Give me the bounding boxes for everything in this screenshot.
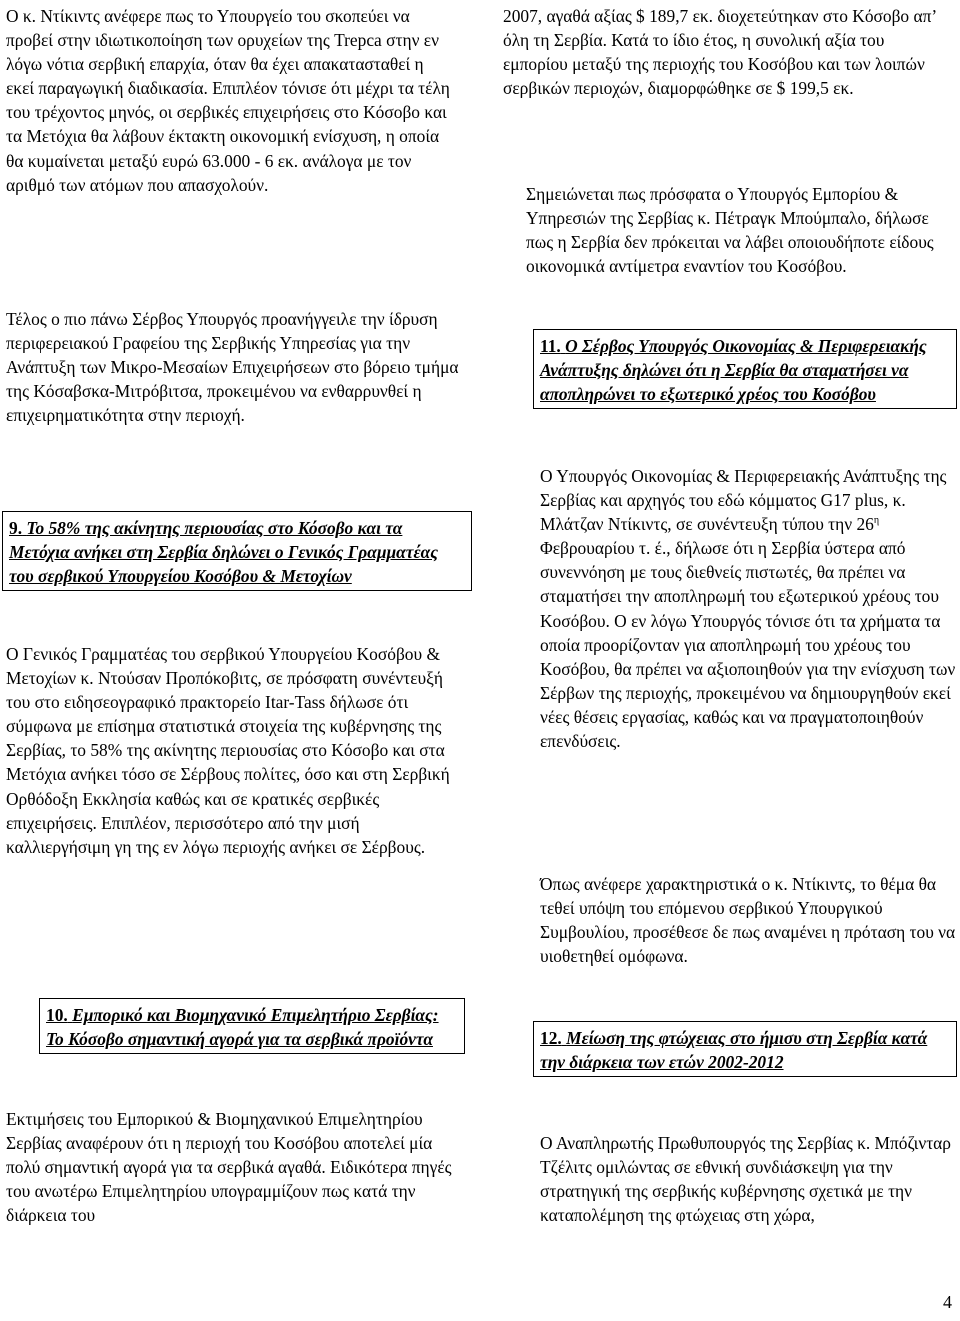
heading-number: 10. <box>46 1005 68 1025</box>
ordinal-superscript: η <box>873 515 880 527</box>
heading-text: Εμπορικό και Βιομηχανικό Επιμελητήριο Σερβίας: Το Κόσοβο σημαντική αγορά για τα σερβικά προϊόντα <box>46 1005 439 1050</box>
left-paragraph-1: Ο κ. Ντίκιντς ανέφερε πως το Υπουργείο του σκοπεύει να προβεί στην ιδιωτικοποίηση των ορυχείων της Trepca στην εν λόγω νότια σερβική επαρχία, όταν θα έχει απακατασταθεί η εκεί παραγωγική διαδικασία. Επιπλέον τόνισε ότι μέχρι τα τέλη του τρέχοντος μηνός, οι σερβικές επιχειρήσεις στο Κόσοβο και τα Μετόχια θα λάβουν έκτακτη οικονομική ενίσχυση, η οποία θα κυμαίνεται μεταξύ ευρώ 63.000 - 6 εκ. ανάλογα με τον αριθμό των ατόμων που απασχολούν. <box>6 6 450 195</box>
section-heading-10 <box>39 998 465 1054</box>
page-number: 4 <box>943 1292 952 1312</box>
heading-text: Μείωση της φτώχειας στο ήμισυ στη Σερβία κατά την διάρκεια των ετών 2002-2012 <box>540 1028 928 1073</box>
heading-text: Το 58% της ακίνητης περιουσίας στο Κόσοβο και τα Μετόχια ανήκει στη Σερβία δηλώνει ο Γενικός Γραμματέας του σερβικού Υπουργείου Κοσόβου & Μετοχίων <box>9 518 439 587</box>
right-paragraph-4: Όπως ανέφερε χαρακτηριστικά ο κ. Ντίκιντς, το θέμα θα τεθεί υπόψη του επόμενου σερβικού Υπουργικού Συμβουλίου, προσέθεσε δε πως αναμένει η πρόταση του να υιοθετηθεί ομόφωνα. <box>540 874 956 967</box>
heading-number: 12. <box>540 1028 562 1048</box>
heading-number: 11. <box>540 336 561 356</box>
right-paragraph-2: Σημειώνεται πως πρόσφατα ο Υπουργός Εμπορίου & Υπηρεσιών της Σερβίας κ. Πέτραγκ Μπούμπαλο, δήλωσε πως η Σερβία δεν πρόκειται να λάβει οποιουδήποτε είδους οικονομικά αντίμετρα εναντίον του Κοσόβου. <box>526 184 934 277</box>
heading-number: 9. <box>9 518 23 538</box>
left-paragraph-4: Εκτιμήσεις του Εμπορικού & Βιομηχανικού Επιμελητηρίου Σερβίας αναφέρουν ότι η περιοχή του Κοσόβου αποτελεί μία πολύ σημαντική αγορά για τα σερβικά αγαθά. Ειδικότερα πηγές του ανωτέρω Επιμελητηρίου υπογραμμίζουν πως κατά την διάρκεια του <box>6 1109 452 1226</box>
right-paragraph-3-end: Φεβρουαρίου τ. έ., δήλωσε ότι η Σερβία ύστερα από συνεννόηση με τους διεθνείς πιστωτές, θα πρέπει να σταματήσει την αποπληρωμή του εξωτερικού χρέους του Κοσόβου. Ο εν λόγω Υπουργός τόνισε ότι τα χρήματα τα οποία προορίζονταν για αποπληρωμή του χρέους του Κοσόβου, θα πρέπει να αξιοποιηθούν για την ενίσχυση των Σέρβων της περιοχής, προκειμένου να δημιουργηθούν εκεί νέες θέσεις εργασίας, καθώς και να πραγματοποιηθούν επενδύσεις. <box>540 538 956 752</box>
section-heading-9 <box>2 511 472 591</box>
heading-text: Ο Σέρβος Υπουργός Οικονομίας & Περιφερειακής Ανάπτυξης δηλώνει ότι η Σερβία θα σταματήσει να αποπληρώνει το εξωτερικό χρέος του Κοσόβου <box>540 336 927 405</box>
left-paragraph-2: Τέλος ο πιο πάνω Σέρβος Υπουργός προανήγγειλε την ίδρυση περιφερειακού Γραφείου της Σερβικής Υπηρεσίας για την Ανάπτυξη των Μικρο-Μεσαίων Επιχειρήσεων στο βόρειο τμήμα της Κόσαβσκα-Μιτρόβιτσα, προκειμένου να ενθαρρυνθεί η επιχειρηματικότητα στην περιοχή. <box>6 309 459 426</box>
section-heading-11 <box>533 329 957 409</box>
right-paragraph-3-start: Ο Υπουργός Οικονομίας & Περιφερειακής Ανάπτυξης της Σερβίας και αρχηγός του εδώ κόμματος G17 plus, κ. Μλάτζαν Ντίκιντς, σε συνέντευξη τύπου την 26 <box>540 466 947 535</box>
left-paragraph-3: Ο Γενικός Γραμματέας του σερβικού Υπουργείου Κοσόβου & Μετοχίων κ. Ντούσαν Προπόκοβιτς, σε πρόσφατη συνέντευξή του στο ειδησεογραφικό πρακτορείο Itar-Tass δήλωσε ότι σύμφωνα με επίσημα στατιστικά στοιχεία της κυβέρνησης της Σερβίας, το 58% της ακίνητης περιουσίας στο Κόσοβο και στα Μετόχια ανήκει τόσο σε Σέρβους πολίτες, όσο και στη Σερβική Ορθόδοξη Εκκλησία καθώς και σε κρατικές σερβικές επιχειρήσεις. Επιπλέον, περισσότερο από την μισή καλλιεργήσιμη γη της εν λόγω περιοχής ανήκει σε Σέρβους. <box>6 644 450 857</box>
right-paragraph-1: 2007, αγαθά αξίας $ 189,7 εκ. διοχετεύτηκαν στο Κόσοβο απ’ όλη τη Σερβία. Κατά το ίδιο έτος, η συνολική αξία του εμπορίου μεταξύ της περιοχής του Κοσόβου και των λοιπών σερβικών περιοχών, διαμορφώθηκε σε $ 199,5 εκ. <box>503 6 936 99</box>
section-heading-12 <box>533 1021 957 1077</box>
right-paragraph-5: Ο Αναπληρωτής Πρωθυπουργός της Σερβίας κ. Μπόζινταρ Τζέλιτς ομιλώντας σε εθνική συνδιάσκεψη για την στρατηγική της σερβικής κυβέρνησης σχετικά με την καταπολέμηση της φτώχειας στη χώρα, <box>540 1133 951 1226</box>
right-paragraph-3 <box>540 464 960 753</box>
